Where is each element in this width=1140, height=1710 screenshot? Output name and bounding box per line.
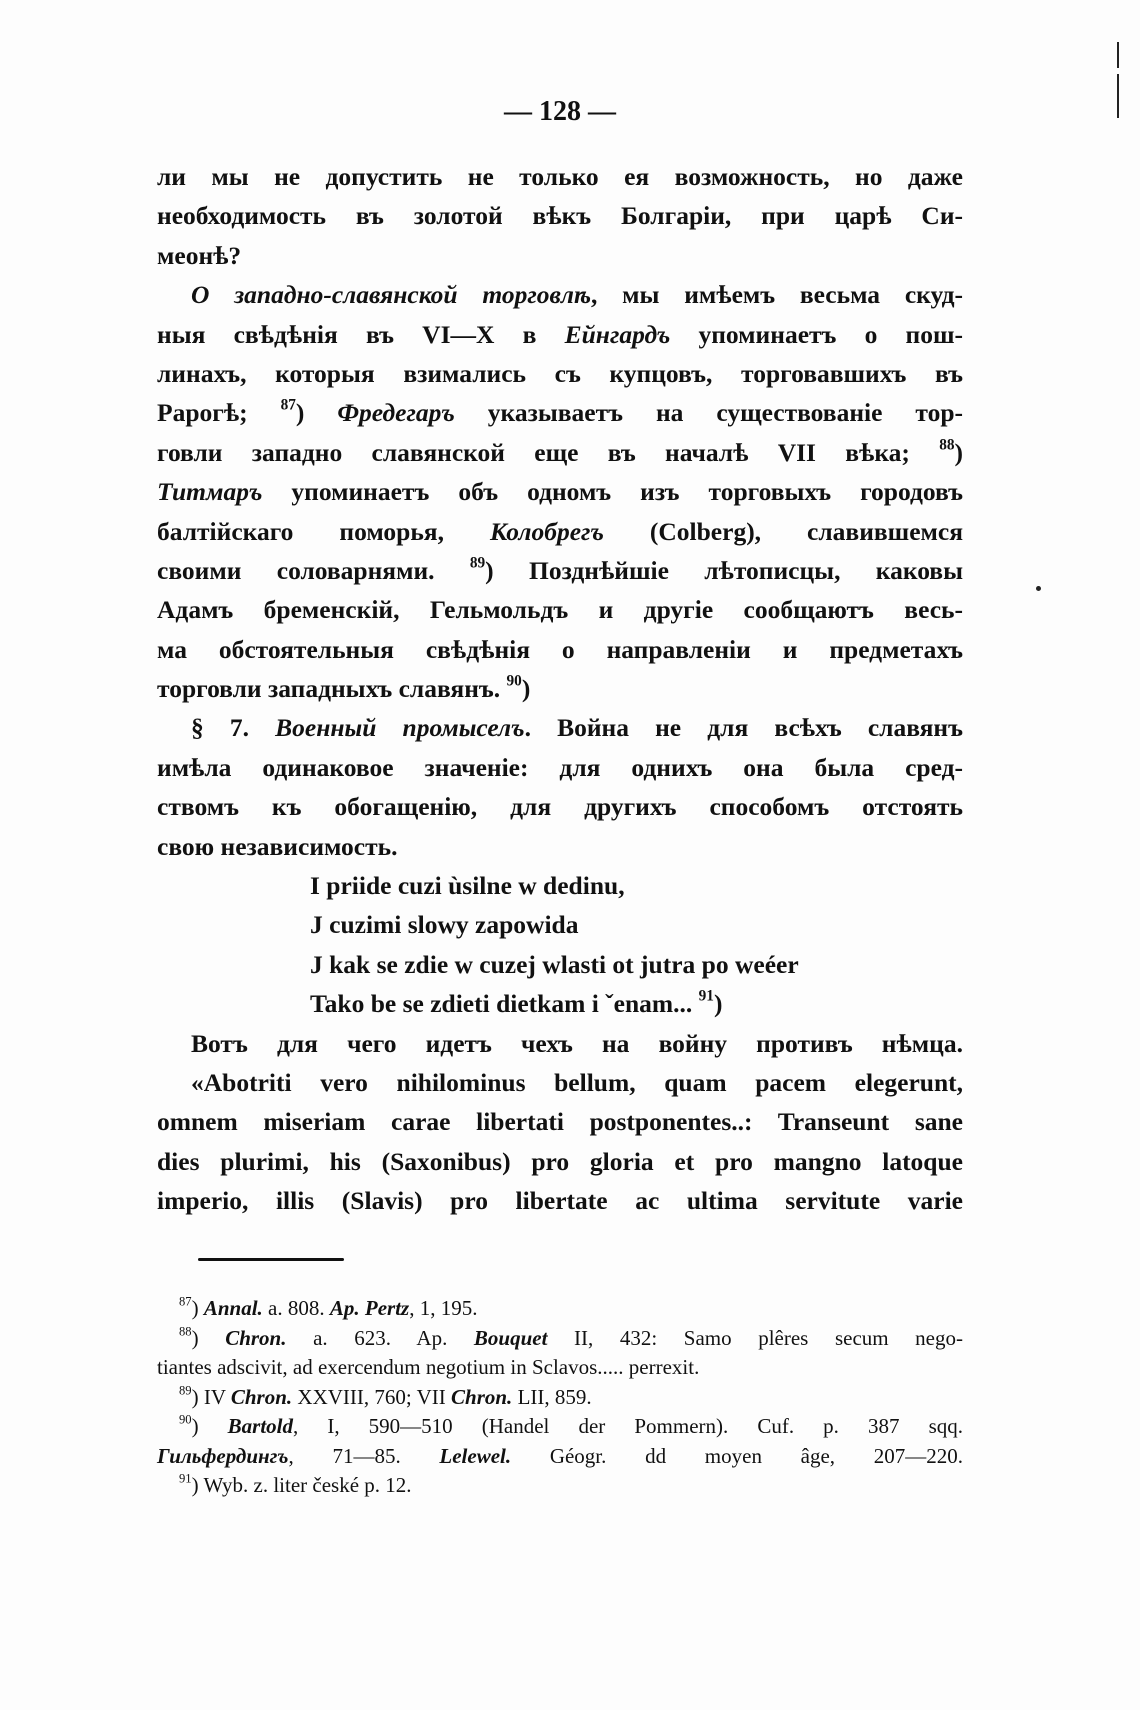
text: XXVIII, 760; VII [292,1384,452,1409]
text-line [157,551,963,590]
text: a. 808. [262,1296,330,1320]
text-line [157,1024,963,1063]
text: I priide cuzi ùsilne w dedinu, [310,871,625,901]
text: свою независимость. [157,831,398,861]
italic-text: Колобрегъ [489,516,604,546]
italic-text: Гильфердингъ [157,1443,289,1468]
text: (Colberg), славившемся [603,516,963,546]
text-line [157,1102,963,1141]
text: ) Wyb. z. liter české p. 12. [191,1473,412,1497]
text-line [157,196,963,235]
text-line [157,393,963,432]
text: ) [521,674,531,704]
text: ) [191,1296,204,1320]
text: a. 623. Ap. [286,1325,474,1350]
text: ли мы не допустить не только ея возможность, но даже [157,162,963,191]
text-line [157,669,963,708]
italic-text: Ap. Pertz [329,1296,410,1320]
body-text [157,157,963,1221]
footnote-ref: 89 [179,1383,192,1398]
text: , мы имѣемъ весьма скуд- [591,280,963,310]
text-line [157,433,963,472]
italic-text: Chron. [451,1384,513,1409]
text: ) Позднѣйшіе лѣтописцы, каковы [485,555,963,585]
text-line [157,275,963,314]
scan-speck [1036,586,1041,591]
text: ) [295,398,338,428]
italic-text: Chron. [230,1384,293,1409]
scan-edge-mark [1117,74,1119,118]
footnote-line [157,1412,963,1442]
text: линахъ, которыя взимались съ купцовъ, торговавшихъ въ [157,358,963,388]
footnote-ref: 88 [179,1324,192,1339]
text: Адамъ бременскій, Гельмольдъ и другіе сообщаютъ весь- [157,595,963,625]
text: J kak se zdie w cuzej wlasti ot jutra po weéer [310,949,799,979]
footnote-line [157,1442,963,1472]
text: ныя свѣдѣнія въ VI—X в [157,319,565,349]
text: имѣла одинаковое значеніе: для однихъ она была сред- [157,752,963,782]
footnote-ref: 90 [179,1412,192,1427]
text-line [157,512,963,551]
italic-text: Фредегаръ [337,398,455,428]
text-line [157,827,963,866]
footnote-separator [198,1258,344,1261]
footnote-ref: 91 [698,987,714,1005]
footnote-ref: 87 [179,1294,192,1309]
text: ствомъ къ обогащенію, для другихъ способомъ отстоять [157,792,963,822]
italic-text: Военный промыселъ [275,713,525,743]
italic-text: Annal. [203,1296,263,1320]
text: J cuzimi slowy zapowida [310,910,579,940]
text-line [157,472,963,511]
text-line [157,1142,963,1181]
text-line [157,1181,963,1220]
text: . Война не для всѣхъ славянъ [524,713,963,743]
text: говли западно славянской еще въ началѣ VII вѣка; [157,437,940,467]
text-line [157,748,963,787]
text-line [157,236,963,275]
text: § 7. [191,713,276,743]
verse-line [157,984,963,1023]
text: «Abotriti vero nihilominus bellum, quam pacem elegerunt, [191,1067,963,1097]
text: Tako be se zdieti dietkam i ˇenam... [310,989,699,1019]
page-number: — 128 — [504,96,616,127]
text-line [157,1063,963,1102]
text: Рарогѣ; [157,398,281,428]
italic-text: Chron. [225,1325,287,1350]
text: своими соловарнями. [157,555,470,585]
footnote-ref: 90 [506,672,522,690]
italic-text: Ейнгардъ [564,319,671,349]
text: LII, 859. [512,1384,592,1409]
footnote-ref: 91 [179,1471,192,1486]
text-line [157,787,963,826]
text: торговли западныхъ славянъ. [157,674,507,704]
text: меонѣ? [157,240,242,270]
text: Вотъ для чего идетъ чехъ на войну противъ нѣмца. [191,1028,963,1058]
text-line [157,708,963,747]
footnote-line [157,1353,963,1383]
italic-text: Титмаръ [157,477,263,507]
text: ) [954,437,963,467]
text-line [157,315,963,354]
text: dies plurimi, his (Saxonibus) pro gloria et pro mangno latoque [157,1146,963,1176]
text: балтійскаго поморья, [157,516,490,546]
verse-line [157,945,963,984]
text: необходимость въ золотой вѣкъ Болгаріи, при царѣ Си- [157,201,963,231]
text: , I, 590—510 (Handel der Pommern). Cuf. p. 387 sqq. [293,1414,963,1438]
footnote-ref: 87 [280,396,296,414]
text: ) [713,989,723,1019]
text: ) [191,1414,228,1438]
text: упоминаетъ объ одномъ изъ торговыхъ городовъ [262,477,963,507]
scan-edge-mark [1117,42,1119,68]
footnote-ref: 89 [469,554,486,572]
italic-text: Lelewel. [439,1443,512,1468]
text-line [157,630,963,669]
text: упоминаетъ о пош- [670,319,964,349]
text: tiantes adscivit, ad exercendum negotium in Sclavos..... perrexit. [157,1355,700,1379]
text: Géogr. dd moyen âge, 207—220. [511,1443,963,1468]
text-line [157,354,963,393]
footnote-ref: 88 [939,436,955,454]
footnote-line [157,1471,963,1501]
footnote-line [157,1294,963,1324]
text: ма обстоятельныя свѣдѣнія о направленіи и предметахъ [157,634,963,664]
text: указываетъ на существованіе тор- [454,398,963,428]
footnote-line [157,1324,963,1354]
verse-line [157,866,963,905]
text: II, 432: Samo plêres secum nego- [547,1325,963,1350]
footnotes [157,1294,963,1501]
italic-text: О западно-славянской торговлѣ [191,280,591,310]
italic-text: Bouquet [473,1325,548,1350]
text: ) [191,1325,226,1350]
footnote-line [157,1383,963,1413]
verse-line [157,905,963,944]
text: ) IV [191,1384,231,1409]
text-line [157,157,963,196]
text-line [157,590,963,629]
italic-text: Bartold [227,1414,294,1438]
text: omnem miseriam carae libertati postponentes..: Transeunt sane [157,1107,963,1137]
text: , 1, 195. [409,1296,478,1320]
text: imperio, illis (Slavis) pro libertate ac ultima servitute varie [157,1186,963,1216]
text: , 71—85. [288,1443,440,1468]
